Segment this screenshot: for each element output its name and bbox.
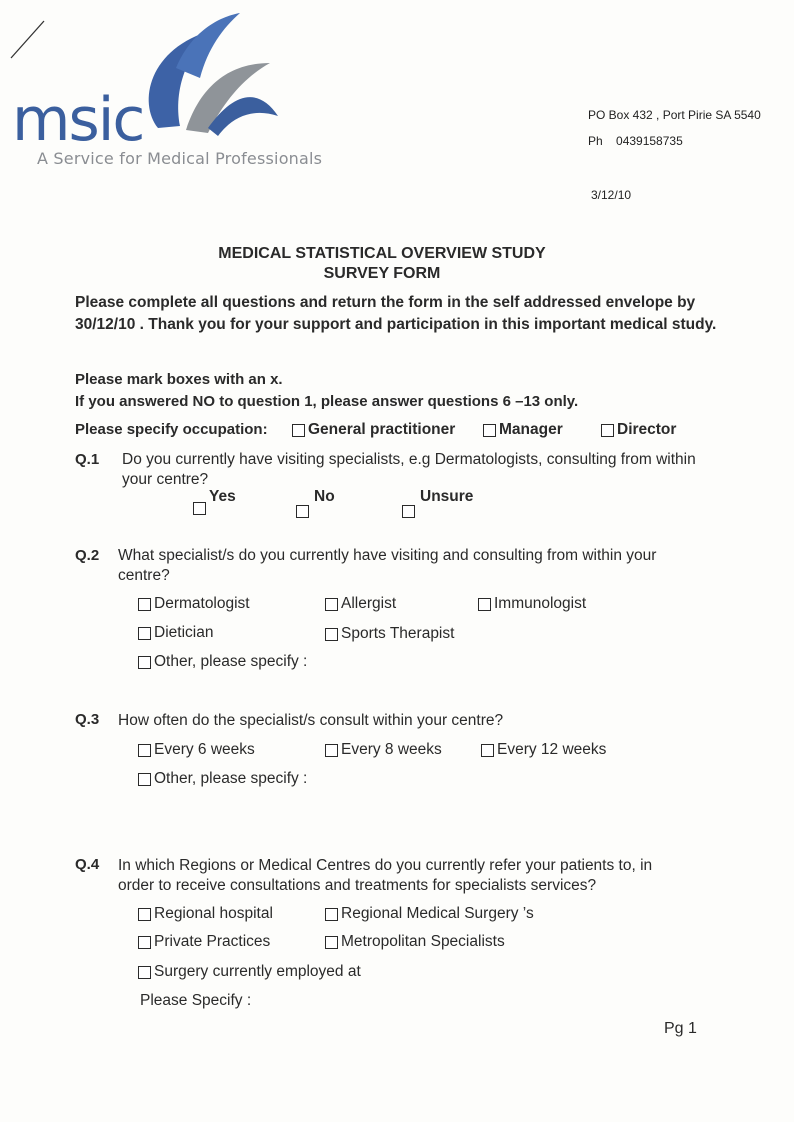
option-label: Dermatologist xyxy=(154,595,250,612)
q4-specify-label: Please Specify : xyxy=(140,992,252,1009)
option-label: Other, please specify : xyxy=(154,770,308,787)
q3-text: How often do the specialist/s consult within your centre? xyxy=(118,712,504,729)
checkbox[interactable] xyxy=(138,656,151,669)
instruction-mark-boxes: Please mark boxes with an x. xyxy=(75,371,283,388)
q1-unsure-label: Unsure xyxy=(420,488,474,505)
q3-option-12-weeks[interactable] xyxy=(481,741,606,759)
phone-number: Ph 0439158735 xyxy=(588,134,683,148)
logo-tagline: A Service for Medical Professionals xyxy=(37,149,323,168)
option-label: Manager xyxy=(499,421,563,438)
q4-option-private-practices[interactable] xyxy=(138,933,270,951)
q4-option-regional-medical-surgery[interactable] xyxy=(325,905,534,923)
checkbox[interactable] xyxy=(138,936,151,949)
q2-number: Q.2 xyxy=(75,547,100,564)
checkbox[interactable] xyxy=(325,628,338,641)
checkbox[interactable] xyxy=(478,598,491,611)
msic-logo xyxy=(8,8,308,163)
checkbox[interactable] xyxy=(138,908,151,921)
q1-no-checkbox[interactable] xyxy=(296,505,309,518)
option-label: Other, please specify : xyxy=(154,653,308,670)
q1-unsure-checkbox[interactable] xyxy=(402,505,415,518)
option-label: Every 8 weeks xyxy=(341,741,442,758)
option-label: Metropolitan Specialists xyxy=(341,933,505,950)
checkbox[interactable] xyxy=(138,966,151,979)
q3-option-other[interactable] xyxy=(138,770,307,788)
logo-wordmark: msic xyxy=(12,85,144,155)
q1-yes-checkbox[interactable] xyxy=(193,502,206,515)
postal-address: PO Box 432 , Port Pirie SA 5540 xyxy=(588,108,761,122)
q4-option-metropolitan-specialists[interactable] xyxy=(325,933,505,951)
intro-paragraph: Please complete all questions and return the form in the self addressed envelope by 30/12/10 . Thank you for your support and participation in this important medical study. xyxy=(75,294,717,333)
checkbox[interactable] xyxy=(483,424,496,437)
instruction-skip-rule: If you answered NO to question 1, please answer questions 6 –13 only. xyxy=(75,393,579,410)
checkbox[interactable] xyxy=(325,936,338,949)
option-label: Director xyxy=(617,421,677,438)
q4-text: In which Regions or Medical Centres do you currently refer your patients to, in order to receive consultations and treatments for specialists services? xyxy=(118,857,653,894)
option-label: Regional hospital xyxy=(154,905,273,922)
option-label: Sports Therapist xyxy=(341,625,455,642)
checkbox[interactable] xyxy=(138,627,151,640)
option-label: General practitioner xyxy=(308,421,456,438)
q1-number: Q.1 xyxy=(75,451,100,468)
option-label: Private Practices xyxy=(154,933,271,950)
q3-option-6-weeks[interactable] xyxy=(138,741,255,759)
q4-number: Q.4 xyxy=(75,856,100,873)
checkbox[interactable] xyxy=(481,744,494,757)
occupation-label: Please specify occupation: xyxy=(75,421,268,438)
checkbox[interactable] xyxy=(138,598,151,611)
option-label: Immunologist xyxy=(494,595,587,612)
q2-option-dietician[interactable] xyxy=(138,624,213,642)
option-label: Every 12 weeks xyxy=(497,741,607,758)
occupation-option-manager[interactable] xyxy=(483,421,563,439)
q3-option-8-weeks[interactable] xyxy=(325,741,442,759)
checkbox[interactable] xyxy=(138,773,151,786)
q2-option-dermatologist[interactable] xyxy=(138,595,250,613)
checkbox[interactable] xyxy=(325,908,338,921)
q2-option-other[interactable] xyxy=(138,653,307,671)
document-date: 3/12/10 xyxy=(591,188,632,202)
checkbox[interactable] xyxy=(325,744,338,757)
occupation-option-director[interactable] xyxy=(601,421,676,439)
form-subtitle: SURVEY FORM xyxy=(323,265,441,282)
checkbox[interactable] xyxy=(292,424,305,437)
q2-option-allergist[interactable] xyxy=(325,595,396,613)
checkbox[interactable] xyxy=(601,424,614,437)
option-label: Allergist xyxy=(341,595,397,612)
scan-pen-mark xyxy=(8,18,48,63)
option-label: Regional Medical Surgery ’s xyxy=(341,905,534,922)
occupation-option-gp[interactable] xyxy=(292,421,455,439)
option-label: Every 6 weeks xyxy=(154,741,255,758)
q4-option-surgery-employed[interactable] xyxy=(138,963,361,981)
form-title: MEDICAL STATISTICAL OVERVIEW STUDY xyxy=(218,245,546,262)
q4-option-regional-hospital[interactable] xyxy=(138,905,273,923)
checkbox[interactable] xyxy=(138,744,151,757)
q3-number: Q.3 xyxy=(75,711,100,728)
q2-option-immunologist[interactable] xyxy=(478,595,586,613)
option-label: Surgery currently employed at xyxy=(154,963,361,980)
option-label: Dietician xyxy=(154,624,214,641)
page-number: Pg 1 xyxy=(664,1020,697,1037)
q2-text: What specialist/s do you currently have visiting and consulting from within your centre? xyxy=(118,547,657,584)
q1-text: Do you currently have visiting specialists, e.g Dermatologists, consulting from within your centre? xyxy=(122,451,696,488)
q1-yes-label: Yes xyxy=(209,488,236,505)
q2-option-sports-therapist[interactable] xyxy=(325,625,454,643)
checkbox[interactable] xyxy=(325,598,338,611)
q1-no-label: No xyxy=(314,488,335,505)
